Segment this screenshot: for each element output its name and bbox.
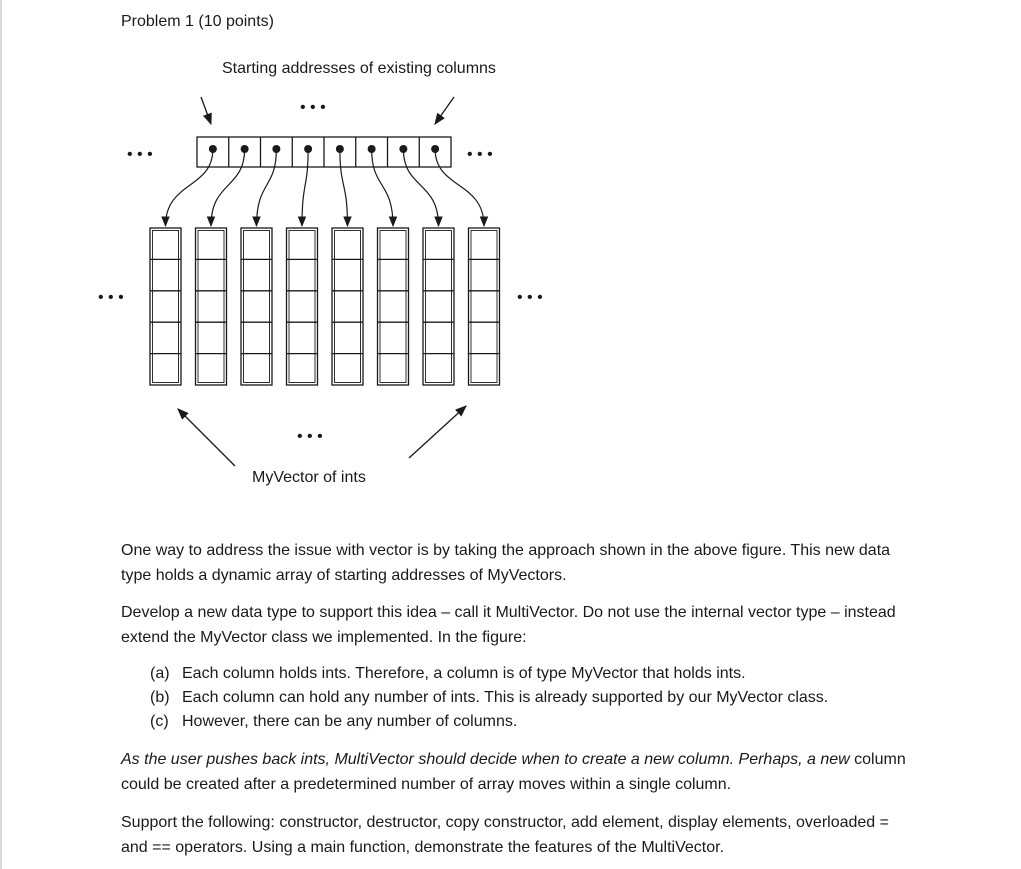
column-vector-inner [471, 231, 497, 383]
pointer-array [197, 137, 451, 167]
ellipsis-top-middle: • • • [300, 99, 326, 116]
figure-top-label: Starting addresses of existing columns [222, 60, 496, 77]
column-vector-inner [198, 231, 224, 383]
bottom-label-arrow-left [178, 409, 235, 466]
pointer-arrows [166, 149, 485, 226]
problem-title: Problem 1 (10 points) [121, 13, 274, 30]
column-vector [469, 228, 500, 385]
top-label-arrow-left [201, 97, 211, 124]
ellipsis-bottom: • • • [297, 428, 323, 445]
ellipsis-pointer-right: • • • [467, 146, 493, 163]
column-vector-inner [244, 231, 270, 383]
column-vector [196, 228, 227, 385]
column-vector [150, 228, 181, 385]
pointer-arrow [372, 149, 393, 226]
paragraph-column-creation [121, 747, 911, 797]
paragraph-requirements: Support the following: constructor, destructor, copy constructor, add element, display elements, overloaded = and == operators. Using a main function, demonstrate the features of the MultiVector. [121, 814, 889, 856]
paragraph-intro: One way to address the issue with vector is by taking the approach shown in the above figure. This new data type holds a dynamic array of starting addresses of MyVectors. [121, 542, 891, 584]
pointer-arrow [340, 149, 348, 226]
list-marker: (a) [150, 665, 170, 682]
pointer-arrow [166, 149, 213, 226]
ellipsis-columns-left: • • • [98, 289, 124, 306]
requirements-list [150, 662, 828, 734]
pointer-arrow [211, 149, 245, 226]
pointer-arrow [403, 149, 438, 226]
bottom-label-arrow-right [409, 406, 466, 458]
list-text: However, there can be any number of columns. [182, 713, 518, 730]
column-vector [332, 228, 363, 385]
list-item [150, 662, 828, 686]
list-marker: (b) [150, 689, 170, 706]
list-item [150, 686, 828, 710]
ellipsis-pointer-left: • • • [127, 146, 153, 163]
list-text: Each column can hold any number of ints. This is already supported by our MyVector class. [182, 689, 829, 706]
figure-bottom-label: MyVector of ints [252, 469, 366, 486]
column-vector [241, 228, 272, 385]
ellipsis-columns-right: • • • [517, 289, 543, 306]
paragraph-task: Develop a new data type to support this idea – call it MultiVector. Do not use the internal vector type – instead extend the MyVector class we implemented. In the figure: [121, 604, 896, 646]
column-vector [423, 228, 454, 385]
column-vector-inner [153, 231, 179, 383]
list-item [150, 710, 828, 734]
list-marker: (c) [150, 713, 169, 730]
column-vector-inner [426, 231, 452, 383]
pointer-arrow [302, 149, 308, 226]
pointer-arrow [257, 149, 277, 226]
column-vector [378, 228, 409, 385]
column-vector-inner [289, 231, 315, 383]
column-vector-inner [335, 231, 361, 383]
columns [150, 228, 500, 385]
top-label-arrow-right [435, 97, 454, 124]
paragraph-column-creation-regular: column could be created after a predetermined number of array moves within a single column. [121, 751, 906, 793]
column-vector-inner [380, 231, 406, 383]
list-text: Each column holds ints. Therefore, a column is of type MyVector that holds ints. [182, 665, 746, 682]
paragraph-column-creation-italic: As the user pushes back ints, MultiVector should decide when to create a new column. Perhaps, a new [121, 751, 850, 768]
column-vector [287, 228, 318, 385]
